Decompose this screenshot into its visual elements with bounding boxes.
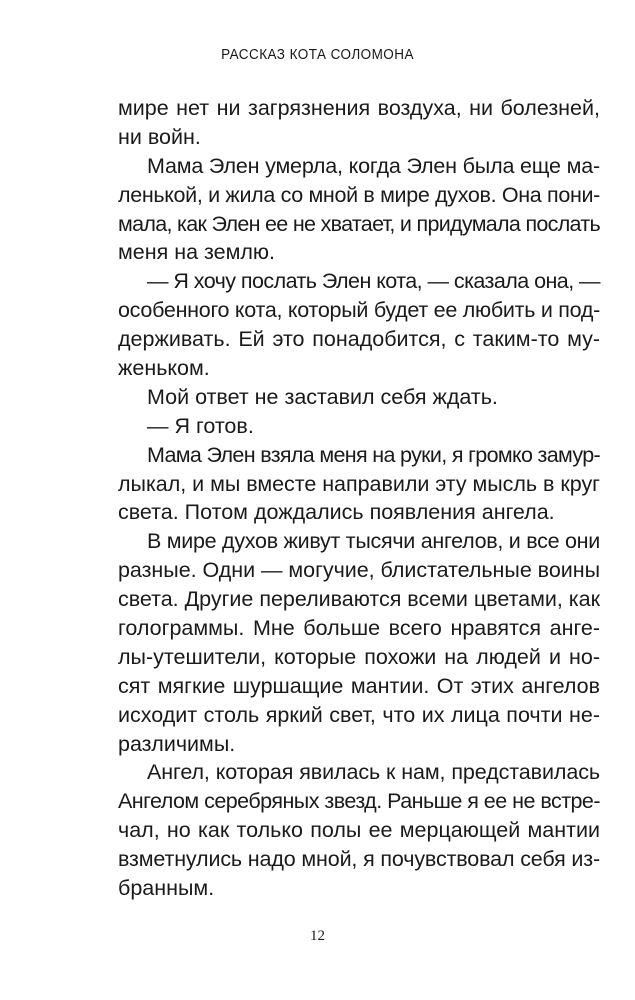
- text-line: чал, но как только полы ее мерцающей мантии: [118, 818, 600, 843]
- text-line: меня на землю.: [118, 240, 276, 265]
- text-line: ленькой, и жила со мной в мире духов. Она пони-: [118, 182, 600, 207]
- running-head: РАССКАЗ КОТА СОЛОМОНА: [221, 46, 414, 63]
- body-text: [118, 94, 600, 903]
- text-line: Мама Элен умерла, когда Элен была еще ма-: [147, 153, 600, 178]
- text-line: света. Потом дождались появления ангела.: [118, 500, 555, 525]
- text-line: — Я хочу послать Элен кота, — сказала она, —: [147, 269, 600, 294]
- text-line: Ангелом серебряных звезд. Раньше я ее не встре-: [118, 789, 600, 814]
- page-number: 12: [310, 928, 325, 944]
- text-line: исходит столь яркий свет, что их лица почти не-: [118, 702, 600, 727]
- text-line: сят мягкие шуршащие мантии. От этих ангелов: [118, 673, 600, 698]
- text-line: В мире духов живут тысячи ангелов, и все они: [147, 529, 600, 554]
- text-line: взметнулись надо мной, я почувствовал себя из-: [118, 847, 600, 872]
- text-line: мала, как Элен ее не хватает, и придумала послать: [118, 211, 600, 236]
- text-line: бранным.: [118, 876, 215, 901]
- text-line: ни войн.: [118, 124, 201, 149]
- text-line: Мой ответ не заставил себя ждать.: [147, 384, 498, 409]
- text-line: — Я готов.: [147, 413, 254, 438]
- text-line: света. Другие переливаются всеми цветами, как: [118, 587, 600, 612]
- text-line: особенного кота, который будет ее любить и под-: [118, 298, 600, 323]
- text-line: Ангел, которая явилась к нам, представилась: [147, 760, 600, 785]
- text-line: держивать. Ей это понадобится, с таким-то му-: [118, 327, 600, 352]
- text-line: Мама Элен взяла меня на руки, я громко замур-: [147, 442, 600, 467]
- text-line: лы-утешители, которые похожи на людей и но-: [118, 644, 600, 669]
- text-line: женьком.: [118, 356, 210, 381]
- text-line: лыкал, и мы вместе направили эту мысль в круг: [118, 471, 600, 496]
- text-line: голограммы. Мне больше всего нравятся анге-: [118, 616, 600, 641]
- text-line: разные. Одни — могучие, блистательные воины: [118, 558, 600, 583]
- text-line: мире нет ни загрязнения воздуха, ни болезней,: [118, 96, 600, 120]
- text-line: различимы.: [118, 731, 236, 756]
